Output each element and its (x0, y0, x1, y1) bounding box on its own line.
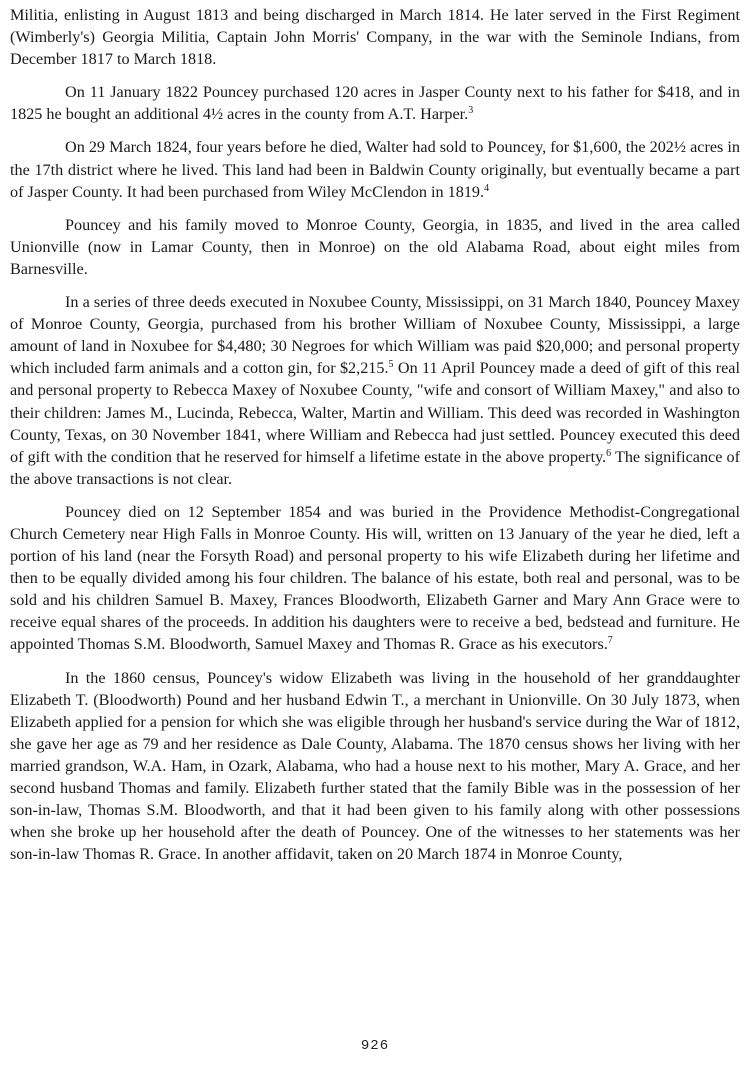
paragraph-text: On 11 April Pouncey made a deed of gift of this real and personal property to Rebecca Maxey of Noxubee County, "wife and consort of William Maxey," and also to their children: James M., Lucinda, Rebecca, Walter, Martin and William. This deed was recorded in Washington County, Texas, on 30 November 1841, where William and Rebecca had just settled. Pouncey executed this deed of gift with the condition that he reserved for himself a lifetime estate in the above property. (10, 359, 740, 466)
paragraph-walter-sale (10, 136, 740, 202)
paragraph-text: Pouncey died on 12 September 1854 and was buried in the Providence Methodist-Congregational Church Cemetery near High Falls in Monroe County. His will, written on 13 January of the year he died, left a portion of his land (near the Forsyth Road) and personal property to his wife Elizabeth during her lifetime and then to be equally divided among his four children. The balance of his estate, both real and personal, was to be sold and his children Samuel B. Maxey, Frances Bloodworth, Elizabeth Garner and Mary Ann Grace were to receive equal shares of the proceeds. In addition his daughters were to receive a bed, bedstead and furniture. He appointed Thomas S.M. Bloodworth, Samuel Maxey and Thomas R. Grace as his executors. (10, 502, 740, 654)
paragraph-noxubee-deeds (10, 291, 740, 490)
footnote-marker: 3 (468, 105, 474, 117)
footnote-marker: 5 (388, 359, 394, 371)
paragraph-death-and-will (10, 501, 740, 656)
footnote-marker: 4 (484, 182, 490, 194)
document-body (10, 4, 740, 876)
paragraph-text: The significance of the above transactions is not clear. (10, 447, 740, 488)
paragraph-text: Pouncey and his family moved to Monroe County, Georgia, in 1835, and lived in the area called Unionville (now in Lamar County, then in Monroe) on the old Alabama Road, about eight miles from Barnesville. (10, 215, 740, 278)
paragraph-text: On 29 March 1824, four years before he died, Walter had sold to Pouncey, for $1,600, the 202½ acres in the 17th district where he lived. This land had been in Baldwin County originally, but eventually became a part of Jasper County. It had been purchased from Wiley McClendon in 1819. (10, 138, 740, 201)
paragraph-monroe-move (10, 214, 740, 280)
page-number: 926 (360, 1038, 390, 1054)
paragraph-text: In a series of three deeds executed in Noxubee County, Mississippi, on 31 March 1840, Pouncey Maxey of Monroe County, Georgia, purchased from his brother William of Noxubee County, Mississippi, a large amount of land in Noxubee for $4,480; 30 Negroes for which William was paid $20,000; and personal property which included farm animals and a cotton gin, for $2,215. (10, 293, 740, 378)
paragraph-militia-service (10, 4, 740, 70)
paragraph-text: Militia, enlisting in August 1813 and being discharged in March 1814. He later served in the First Regiment (Wimberly's) Georgia Militia, Captain John Morris' Company, in the war with the Seminole Indians, from December 1817 to March 1818. (10, 6, 740, 69)
paragraph-text: On 11 January 1822 Pouncey purchased 120 acres in Jasper County next to his father for $418, and in 1825 he bought an additional 4½ acres in the county from A.T. Harper. (10, 83, 740, 124)
paragraph-text: In the 1860 census, Pouncey's widow Elizabeth was living in the household of her granddaughter Elizabeth T. (Bloodworth) Pound and her husband Edwin T., a merchant in Unionville. On 30 July 1873, when Elizabeth applied for a pension for which she was eligible through her husband's service during the War of 1812, she gave her age as 79 and her residence as Dale County, Alabama. The 1870 census shows her living with her married grandson, W.A. Ham, in Ozark, Alabama, who had a house next to his mother, Mary A. Grace, and her second husband Thomas and family. Elizabeth further stated that the family Bible was in the possession of her son-in-law, Thomas S.M. Bloodworth, and that it had been given to his family along with other possessions when she broke up her household after the death of Pouncey. One of the witnesses to her statements was her son-in-law Thomas R. Grace. In another affidavit, taken on 20 March 1874 in Monroe County, (10, 668, 741, 864)
footnote-marker: 6 (606, 447, 612, 459)
paragraph-jasper-purchase (10, 81, 740, 125)
footnote-marker: 7 (607, 635, 613, 647)
paragraph-1860-census (10, 667, 740, 866)
